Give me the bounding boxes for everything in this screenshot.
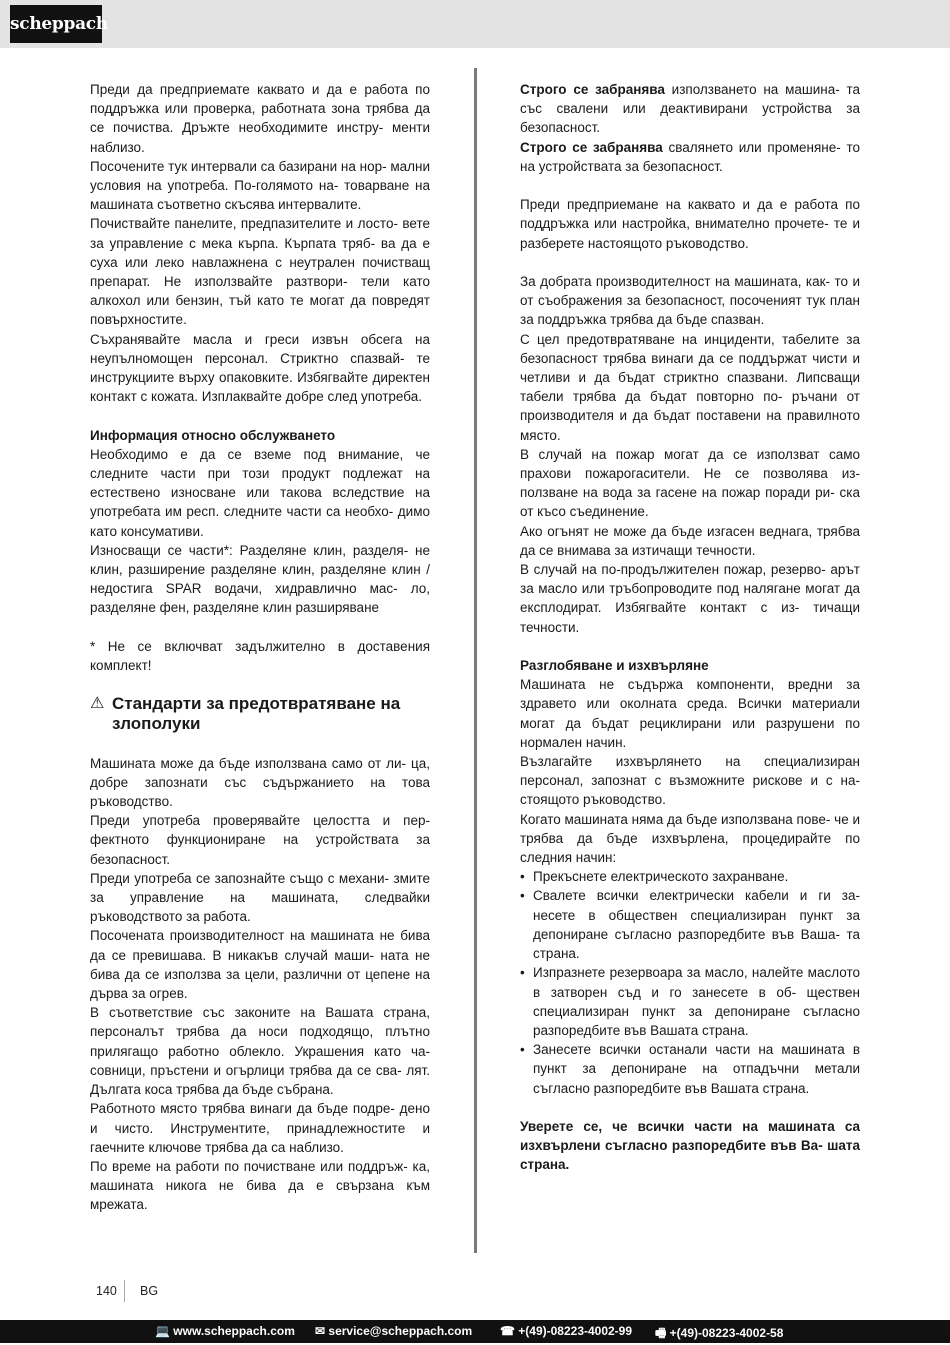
warning-triangle-icon: ⚠ — [90, 695, 105, 713]
text: използването на машина- та със свалени или деактивирани устройства за безопасност. — [520, 82, 861, 136]
emphasis: Строго се забранява — [520, 139, 663, 155]
left-column — [90, 80, 430, 1215]
paragraph: Машината може да бъде използвана само от ли- ца, добре запознати със съдържанието на това ръководство. — [90, 755, 430, 810]
text: свалянето или променяне- то на устройствата за безопасност. — [520, 139, 860, 174]
website-link[interactable]: 💻 www.scheppach.com — [155, 1324, 295, 1338]
paragraph: Когато машината няма да бъде използвана пове- че и трябва да бъде изхвърлена, процедирайте по следния начин: — [520, 811, 860, 866]
list-item: • Свалете всички електрически кабели и ги за- несете в обществен специализиран пункт за депониране съгласно разпоредбите във Ваша- та страна. — [520, 886, 860, 963]
list-item: • Изпразнете резервоара за масло, налейте маслото в затворен съд и го занесете в об- ществен специализиран пункт за депониране съгласно разпоредбите във Вашата страна. — [520, 963, 860, 1040]
section-title-text: Стандарти за предотвратяване на злополуки — [112, 694, 401, 734]
paragraph: В случай на пожар могат да се използват само прахови пожарогасители. Не се позволява из- ползване на вода за гасене на пожар поради ри- ска от късо съединение. — [520, 446, 860, 520]
spacer — [90, 618, 430, 637]
paragraph: Машината не съдържа компоненти, вредни за здравето или околната среда. Всички материали могат да бъдат рециклирани или разрушени по нормален начин. — [520, 677, 860, 750]
page-number-divider — [124, 1280, 125, 1302]
disposal-steps — [520, 867, 860, 1097]
footnote: * Не се включват задължително в доставения комплект! — [90, 638, 430, 674]
disposal-heading: Разглобяване и изхвърляне — [520, 658, 709, 674]
paragraph: Преди да предприемате каквато и да е работа по поддръжка или проверка, работната зона трябва да се почиства. Дръжте необходимите инстру- менти наблизо. — [90, 82, 430, 155]
spacer — [90, 406, 430, 425]
column-divider — [474, 68, 477, 1253]
emphasis: Строго се забранява — [520, 82, 665, 97]
phone-number: ☎ +(49)-08223-4002-99 — [500, 1324, 633, 1338]
spacer — [520, 1098, 860, 1117]
paragraph: Необходимо е да се вземе под внимание, че следните части при този продукт подлежат на естествено износване или такова вследствие на употребата им респ. следните части са необхо- димо като консумативи. — [90, 446, 430, 539]
paragraph: По време на работи по почистване или поддръж- ка, машината никога не бива да е свързана към мрежата. — [90, 1158, 430, 1213]
list-item: • Прекъснете електрическото захранване. — [520, 867, 860, 886]
page-language: BG — [140, 1284, 159, 1298]
list-item: • Занесете всички останали части на машината в пункт за депониране на отпадъчни метали съгласно разпоредбите във Вашата страна. — [520, 1040, 860, 1098]
paragraph: Работното място трябва винаги да бъде подре- дено и чисто. Инструментите, принадлежностите и гаечните ключове трябва да са наблизо. — [90, 1101, 430, 1155]
spacer — [520, 176, 860, 195]
spacer — [90, 675, 430, 694]
service-heading: Информация относно обслужването — [90, 427, 336, 443]
right-column — [520, 80, 860, 1175]
spacer — [520, 637, 860, 656]
paragraph — [520, 80, 860, 138]
paragraph: Преди употреба се запознайте също с механи- змите за управление на машината, следвайки ръководството за работа. — [90, 870, 430, 925]
paragraph: В съответствие със законите на Вашата страна, персоналът трябва да носи подходящо, плътно прилягащо работно облекло. Украшения като ча- совници, пръстени и огърлици трябва да се сва- лят. Дългата коса трябва да бъде събрана. — [90, 1005, 430, 1098]
paragraph: Възлагайте изхвърлянето на специализиран персонал, запознат с възможните рискове и с на- стоящото ръководство. — [520, 754, 860, 808]
paragraph: В случай на по-продължителен пожар, резерво- арът за масло или тръбопроводите под налягане могат да експлодират. Избягвайте контакт с из- тичащи течности. — [520, 562, 860, 635]
scheppach-logo: scheppach — [10, 5, 102, 43]
section-title — [90, 694, 430, 734]
page-header — [0, 0, 950, 48]
paragraph: Посочената производителност на машината не бива да се превишава. В никакъв случай маши- ната не бива да се използва за цели, различни от цепене на дърва за огрев. — [90, 928, 430, 1002]
paragraph: Преди употреба проверявайте целостта и пер- фектното функциониране на устройствата за безопасност. — [90, 813, 430, 867]
spacer — [90, 734, 430, 753]
paragraph: С цел предотвратяване на инциденти, табелите за безопасност трябва винаги да се поддържат чисти и четливи и да бъдат стриктно спазвани. Липсващи табели трябва да бъдат повторно по- ръчани от производителя и да бъдат поставени на правилното място. — [520, 331, 860, 443]
paragraph: Почиствайте панелите, предпазителите и лосто- вете за управление с мека кърпа. Кърпата тряб- ва да е суха или леко навлажнена с неутрален почистващ препарат. Не използвайте разтвори- тели като алкохол или бензин, тъй като те могат да повредят повърхностите. — [90, 216, 430, 328]
spacer — [520, 253, 860, 272]
paragraph: За добрата производителност на машината, как- то и от съображения за безопасност, посоченият тук план за поддръжка трябва да бъде спазван. — [520, 274, 860, 328]
paragraph: Износващи се части*: Разделяне клин, разделя- не клин, разширение разделяне клин, разделяне клин / недостига SPAR водачи, хидравлично мас- ло, разделяне фен, разделяне клин разширяване — [90, 542, 430, 616]
page-number: 140 — [96, 1284, 117, 1298]
page-footer — [0, 1320, 950, 1343]
paragraph: Съхранявайте масла и греси извън обсега на неупълномощен персонал. Стриктно спазвай- те инструкциите върху опаковките. Избягвайте директен контакт с кожата. Изплаквайте добре след употреба. — [90, 331, 430, 405]
paragraph: Преди предприемане на каквато и да е работа по поддръжка или настройка, внимателно прочете- те и разберете настоящото ръководство. — [520, 197, 860, 251]
email-link[interactable]: ✉ service@scheppach.com — [315, 1324, 473, 1338]
paragraph: Ако огънят не може да бъде изгасен веднага, трябва да се внимава за изтичащи течности. — [520, 523, 860, 558]
fax-number: 🖷 +(49)-08223-4002-58 — [655, 1326, 784, 1340]
paragraph: Посочените тук интервали са базирани на нор- мални условия на употреба. По-голямото на- товарване на машината съответно скъсява интервалите. — [90, 158, 431, 213]
closing-note: Уверете се, че всички части на машината са изхвърлени съгласно разпоредбите във Ва- шата страна. — [520, 1118, 860, 1173]
paragraph — [520, 138, 860, 176]
